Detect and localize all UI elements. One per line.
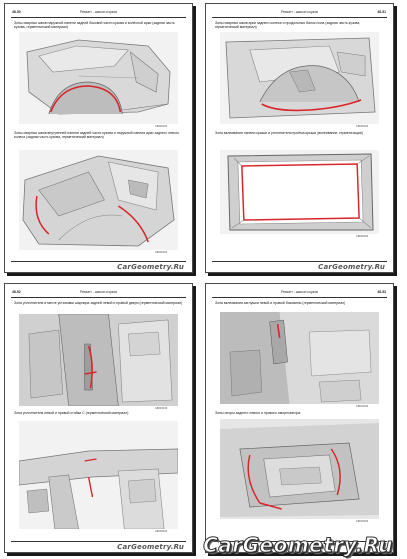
page-code: 48-51 bbox=[377, 10, 386, 14]
page-code: 48-53 bbox=[377, 290, 386, 294]
page-code: 48-50 bbox=[12, 10, 21, 14]
figure-code: AB00000Z bbox=[155, 530, 168, 533]
figure-side-plug bbox=[220, 312, 379, 404]
footer-rule bbox=[11, 261, 186, 262]
page-header bbox=[212, 9, 387, 18]
figure-code: AB00000Z bbox=[155, 125, 168, 128]
page-header bbox=[212, 289, 387, 298]
page-title: Ремонт - шасси и кузов bbox=[80, 10, 117, 14]
figure-caption: Зоны сварных швов наружной панели задней боковой части кузова и колёсной арки (задняя часть кузова, герметический материал) bbox=[14, 21, 175, 30]
page-title: Ремонт - шасси и кузов bbox=[281, 10, 318, 14]
figure-caption: Зона вклеивания панели крыши и уплотнителя проёма крыши (вклеивание, герметизация) bbox=[215, 131, 363, 135]
figure-rear-quarter-outer bbox=[19, 32, 178, 124]
figure-caption: Зоны опоры заднего левого и правого амортизатора bbox=[215, 411, 301, 415]
figure-roof-panel bbox=[220, 150, 379, 234]
page-header bbox=[11, 289, 186, 298]
figure-code: AB00000Z bbox=[356, 405, 369, 408]
figure-rear-inner-panel bbox=[19, 150, 178, 250]
figure-code: AB00000Z bbox=[155, 407, 168, 410]
figure-code: AB00000Z bbox=[356, 235, 369, 238]
figure-caption: Зона уплотнителя левой и правой стойки C (герметический материал) bbox=[14, 411, 129, 415]
manual-page-1 bbox=[4, 3, 193, 273]
footer-rule bbox=[11, 541, 186, 542]
footer-rule bbox=[212, 261, 387, 262]
figure-c-pillar bbox=[19, 421, 178, 529]
figure-caption: Зоны сварных швов арки заднего колеса и продольных балок пола (задняя часть кузова, герметический материал) bbox=[215, 21, 361, 30]
figure-code: AB00000Z bbox=[356, 520, 369, 523]
figure-caption: Зона уплотнителя в месте установки шарнира задней левой и правой двери (герметический материал) bbox=[14, 301, 183, 305]
manual-page-4 bbox=[205, 283, 394, 553]
watermark: CarGeometry.Ru bbox=[318, 263, 385, 271]
manual-page-3 bbox=[4, 283, 193, 553]
figure-code: AB00000Z bbox=[356, 125, 369, 128]
page-title: Ремонт - шасси и кузов bbox=[281, 290, 318, 294]
watermark: CarGeometry.Ru bbox=[117, 263, 184, 271]
figure-rear-wheel-arch bbox=[220, 32, 379, 124]
figure-shock-mount bbox=[220, 419, 379, 519]
site-watermark: CarGeometry.Ru bbox=[203, 533, 393, 557]
manual-page-2 bbox=[205, 3, 394, 273]
page-title: Ремонт - шасси и кузов bbox=[80, 290, 117, 294]
figure-door-hinge-area bbox=[19, 314, 178, 406]
page-code: 48-52 bbox=[12, 290, 21, 294]
page-header bbox=[11, 9, 186, 18]
figure-code: AB00000Z bbox=[155, 251, 168, 254]
figure-caption: Зоны сварных швов внутренней панели задней части кузова и наружной панели арки заднего левого колеса (задняя часть кузова, герметический материал) bbox=[14, 131, 179, 140]
figure-caption: Зона вклеивания заглушки левой и правой боковины (герметический материал) bbox=[215, 301, 346, 305]
watermark: CarGeometry.Ru bbox=[117, 543, 184, 551]
